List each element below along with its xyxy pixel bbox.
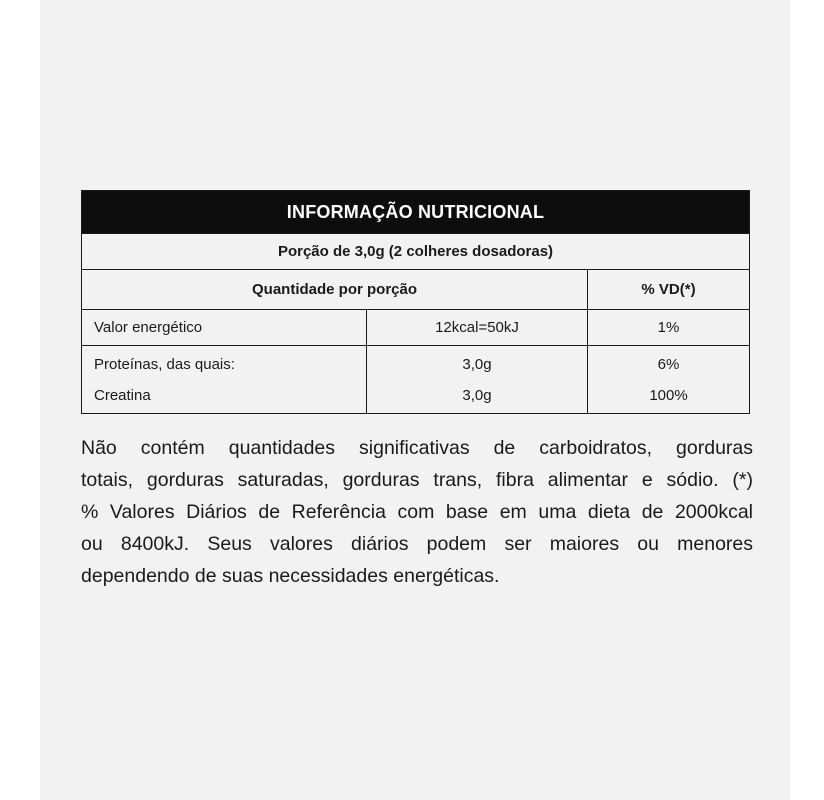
nutrient-amount-creatine: 3,0g xyxy=(462,386,492,404)
serving-size: Porção de 3,0g (2 colheres dosadoras) xyxy=(82,233,749,269)
energy-name: Valor energético xyxy=(82,310,367,345)
nutrient-name-protein: Proteínas, das quais: xyxy=(94,355,235,373)
nutrient-dv-protein: 6% xyxy=(657,355,680,373)
nutrient-amount-protein: 3,0g xyxy=(462,355,492,373)
nutrient-dvs xyxy=(588,346,749,413)
energy-dv: 1% xyxy=(657,319,680,336)
table-row-energy xyxy=(82,309,749,345)
table-row-nutrients xyxy=(82,345,749,413)
nutrient-dv-creatine: 100% xyxy=(649,386,688,404)
nutrient-names xyxy=(82,346,367,413)
energy-amount: 12kcal=50kJ xyxy=(367,310,588,345)
nutrient-name-creatine: Creatina xyxy=(94,386,151,404)
header-quantity: Quantidade por porção xyxy=(82,270,588,309)
nutrition-facts-table xyxy=(81,190,750,414)
table-header-row xyxy=(82,269,749,309)
right-margin xyxy=(790,0,824,800)
table-title: INFORMAÇÃO NUTRICIONAL xyxy=(82,191,749,233)
footnote-line: Não contém quantidades significativas de carboidratos, gorduras xyxy=(81,437,753,459)
nutrient-amounts xyxy=(367,346,588,413)
footnote-line: totais, gorduras saturadas, gorduras trans, fibra alimentar e sódio. (*) xyxy=(81,469,753,491)
header-daily-value: % VD(*) xyxy=(641,281,696,298)
footnote-line: ou 8400kJ. Seus valores diários podem ser maiores ou menores xyxy=(81,533,753,555)
footnote-line: % Valores Diários de Referência com base em uma dieta de 2000kcal xyxy=(81,501,753,523)
left-margin xyxy=(0,0,40,800)
footnote-line: dependendo de suas necessidades energéticas. xyxy=(81,565,500,587)
footnote-text xyxy=(81,432,753,592)
